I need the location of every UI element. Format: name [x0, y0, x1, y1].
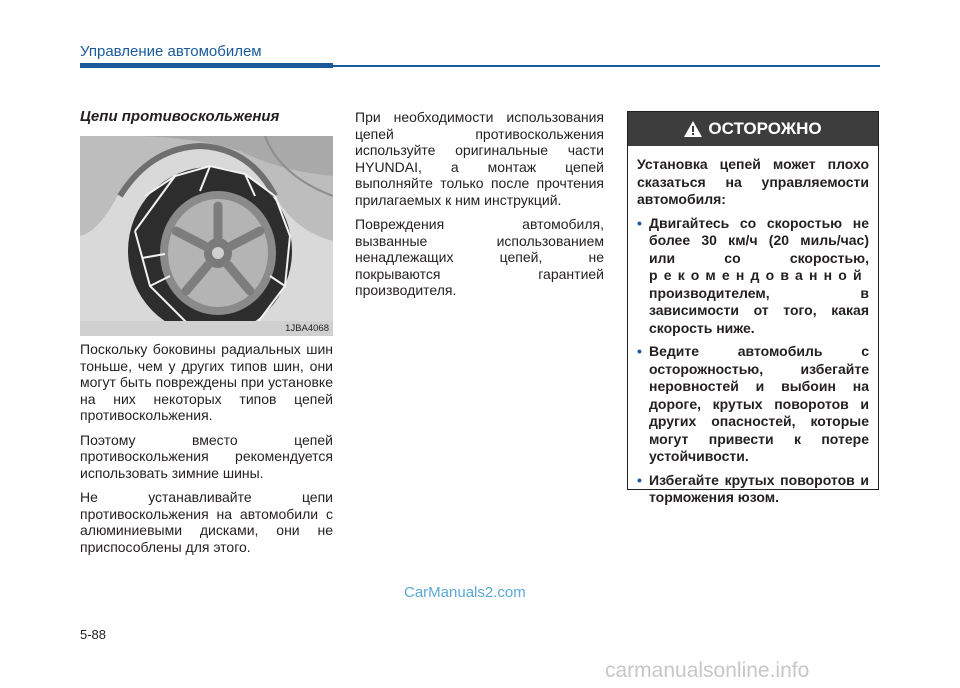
watermark-link[interactable]: CarManuals2.com — [404, 584, 526, 601]
warning-item-braking — [637, 472, 869, 507]
warning-item-speed-text-a: Двигайтесь со скоростью не более 30 км/ч (20 миль/час) или со скоростью, — [649, 214, 869, 266]
middle-paragraph-1: При необходимости использования цепей противоскольжения используйте оригинальные части HYUNDAI, а монтаж цепей выполняйте только после прочтения прилагаемых к ним инструкций. — [355, 109, 604, 208]
warning-title: ОСТОРОЖНО — [708, 119, 822, 138]
tire-chain-drawing — [80, 136, 333, 336]
warning-item-braking-text: Избегайте крутых поворотов и торможения юзом. — [649, 471, 869, 505]
tire-chain-illustration — [80, 136, 333, 336]
left-paragraph-1: Поскольку боковины радиальных шин тоньше, чем у других типов шин, они могут быть повреждены при установке на них некоторых типов цепей противоскольжения. — [80, 341, 333, 423]
warning-header — [628, 112, 878, 146]
footer-watermark: carmanualsonline.info — [605, 659, 810, 682]
bullet-icon: • — [637, 343, 642, 359]
warning-item-speed-text-b: рекомендованной — [649, 267, 868, 283]
section-title: Цепи противоскольжения — [80, 108, 280, 125]
middle-paragraph-2: Повреждения автомобиля, вызванные использованием ненадлежащих цепей, не покрываются гарантией производителя. — [355, 216, 604, 298]
left-paragraph-3: Не устанавливайте цепи противоскольжения на автомобили с алюминиевыми дисками, они не приспособлены для этого. — [80, 489, 333, 555]
header-title: Управление автомобилем — [80, 43, 262, 60]
header-rule-thin — [333, 65, 880, 67]
bullet-icon: • — [637, 214, 642, 231]
warning-intro: Установка цепей может плохо сказаться на управляемости автомобиля: — [637, 156, 869, 207]
warning-body — [628, 146, 878, 507]
warning-item-speed-text-c: производителем, в зависимости от того, какая скорость ниже. — [649, 284, 869, 336]
warning-item-speed — [637, 215, 869, 338]
warning-item-caution — [637, 343, 869, 466]
warning-triangle-icon — [684, 121, 702, 137]
left-paragraph-2: Поэтому вместо цепей противоскольжения рекомендуется использовать зимние шины. — [80, 431, 333, 481]
warning-item-caution-text: Ведите автомобиль с осторожностью, избегайте неровностей и выбоин на дороге, крутых поворотов и других опасностей, которые могут привести к потере устойчивости. — [649, 343, 869, 464]
figure-code: 1JBA4068 — [285, 323, 329, 334]
bullet-icon: • — [637, 471, 642, 488]
left-column — [80, 341, 333, 563]
middle-column — [355, 109, 604, 307]
page-number: 5-88 — [80, 627, 107, 642]
warning-box — [627, 111, 879, 505]
header-rule-thick — [80, 63, 333, 68]
